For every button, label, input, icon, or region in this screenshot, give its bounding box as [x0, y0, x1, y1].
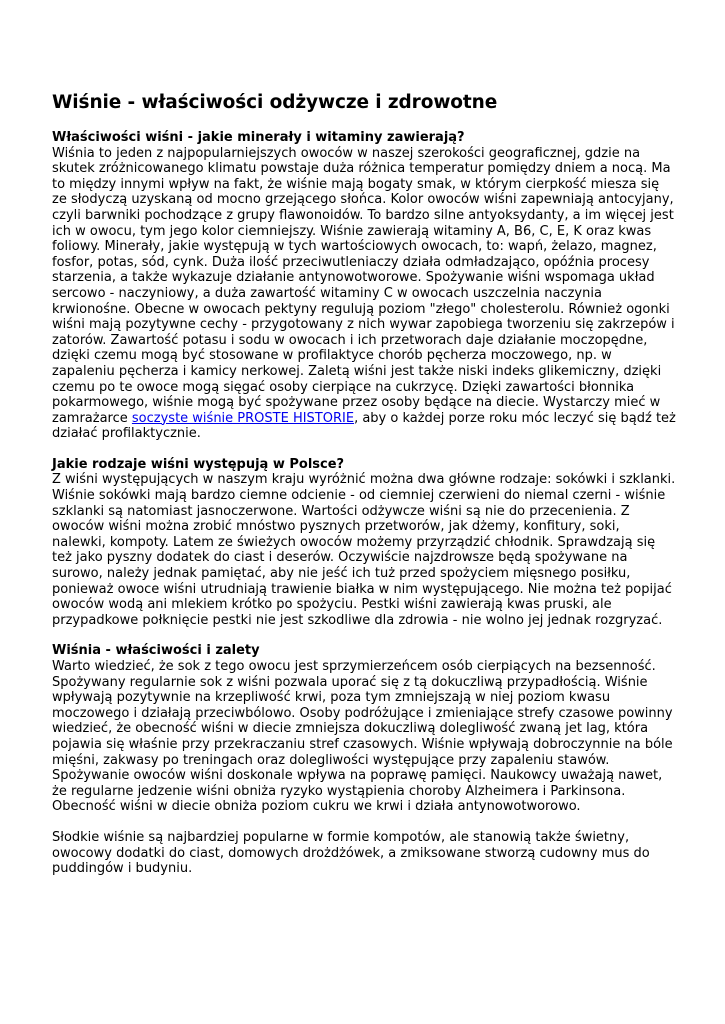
section-minerals [52, 130, 677, 442]
section-heading: Właściwości wiśni - jakie minerały i witaminy zawierają? [52, 130, 465, 145]
paragraph-text-before-link: Wiśnia to jeden z najpopularniejszych owoców w naszej szerokości geograficznej, gdzie na skutek zróżnicowanego klimatu powstaje duża różnica temperatur pomiędzy dniem a nocą. Ma to między innymi wpływ na fakt, że wiśnie mają bogaty smak, w którym cierpkość miesza się ze słodyczą uzyskaną od mocno grzejącego słońca. Kolor owoców wiśni zapewniają antocyjany, czyli barwniki pochodzące z grupy flawonoidów. To bardzo silne antyoksydanty, a im więcej jest ich w owocu, tym jego kolor ciemniejszy. Wiśnie zawierają witaminy A, B6, C, E, K oraz kwas foliowy. Minerały, jakie występują w tych wartościowych owocach, to: wapń, żelazo, magnez, fosfor, potas, sód, cynk. Duża ilość przeciwutleniaczy działa odmładzająco, opóźnia procesy starzenia, a także wykazuje działanie antynowotworowe. Spożywanie wiśni wspomaga układ sercowo - naczyniowy, a duża zawartość witaminy C w owocach uszczelnia naczynia krwionośne. Obecne w owocach pektyny regulują poziom "złego" cholesterolu. Również ogonki wiśni mają pozytywne cechy - przygotowany z nich wywar zapobiega tworzeniu się zakrzepów i zatorów. Zawartość potasu i sodu w owocach i ich przetworach daje działanie moczopędne, dzięki czemu mogą być stosowane w profilaktyce chorób pęcherza moczowego, np. w zapaleniu pęcherza i kamicy nerkowej. Zaletą wiśni jest także niski indeks glikemiczny, dzięki czemu po te owoce mogą sięgać osoby cierpiące na cukrzycę. Dzięki zawartości błonnika pokarmowego, wiśnie mogą być spożywane przez osoby będące na diecie. Wystarczy mieć w zamrażarce [52, 145, 675, 426]
product-link[interactable]: soczyste wiśnie PROSTE HISTORIE [131, 410, 355, 426]
closing-paragraph: Słodkie wiśnie są najbardziej popularne w formie kompotów, ale stanowią także świetny, owocowy dodatki do ciast, domowych drożdżówek, a zmiksowane stworzą cudowny mus do puddingów i budyniu. [52, 829, 650, 877]
paragraph-text-after-link: , aby o każdej porze roku móc leczyć się bądź też działać profilaktycznie. [52, 410, 676, 442]
section-paragraph: Warto wiedzieć, że sok z tego owocu jest sprzymierzeńcem osób cierpiących na bezsenność. Spożywany regularnie sok z wiśni pozwala uporać się z tą dokuczliwą przypadłością. Wiśnie wpływają pozytywnie na krzepliwość krwi, poza tym zmniejszają w niej poziom kwasu moczowego i działają przeciwbólowo. Osoby podróżujące i zmieniające strefy czasowe powinny wiedzieć, że obecność wiśni w diecie zmniejsza dokuczliwą dolegliwość zwaną jet lag, która pojawia się właśnie przy przekraczaniu stref czasowych. Wiśnie wpływają dobroczynnie na bóle mięśni, zakwasy po treningach oraz dolegliwości występujące przy zapaleniu stawów. Spożywanie owoców wiśni doskonale wpływa na poprawę pamięci. Naukowcy uważają nawet, że regularne jedzenie wiśni obniża ryzyko wystąpienia choroby Alzheimera i Parkinsona. Obecność wiśni w diecie obniża poziom cukru we krwi i działa antynowotworowo. [52, 659, 673, 815]
section-heading: Wiśnia - właściwości i zalety [52, 643, 260, 659]
document-page [52, 92, 677, 892]
section-varieties [52, 457, 677, 629]
section-closing [52, 830, 677, 877]
page-title: Wiśnie - właściwości odżywcze i zdrowotne [52, 92, 498, 113]
section-paragraph [52, 146, 677, 442]
section-benefits [52, 643, 677, 815]
section-heading: Jakie rodzaje wiśni występują w Polsce? [52, 456, 345, 472]
section-paragraph: Z wiśni występujących w naszym kraju wyróżnić można dwa główne rodzaje: sokówki i szklanki. Wiśnie sokówki mają bardzo ciemne odcienie - od ciemniej czerwieni do niemal czerni - wiśnie szklanki są natomiast jasnoczerwone. Wartości odżywcze wiśni są nie do przecenienia. Z owoców wiśni można zrobić mnóstwo pysznych przetworów, jak dżemy, konfitury, soki, nalewki, kompoty. Latem ze świeżych owoców możemy przyrządzić chłodnik. Sprawdzają się też jako pyszny dodatek do ciast i deserów. Oczywiście najzdrowsze będą spożywane na surowo, należy jednak pamiętać, aby nie jeść ich tuż przed spożyciem mięsnego posiłku, ponieważ owoce wiśni utrudniają trawienie białka w nim występującego. Nie można też popijać owoców wodą ani mlekiem krótko po spożyciu. Pestki wiśni zawierają kwas pruski, ale przypadkowe połknięcie pestki nie jest szkodliwe dla zdrowia - nie wolno jej jednak rozgryzać. [52, 472, 676, 628]
